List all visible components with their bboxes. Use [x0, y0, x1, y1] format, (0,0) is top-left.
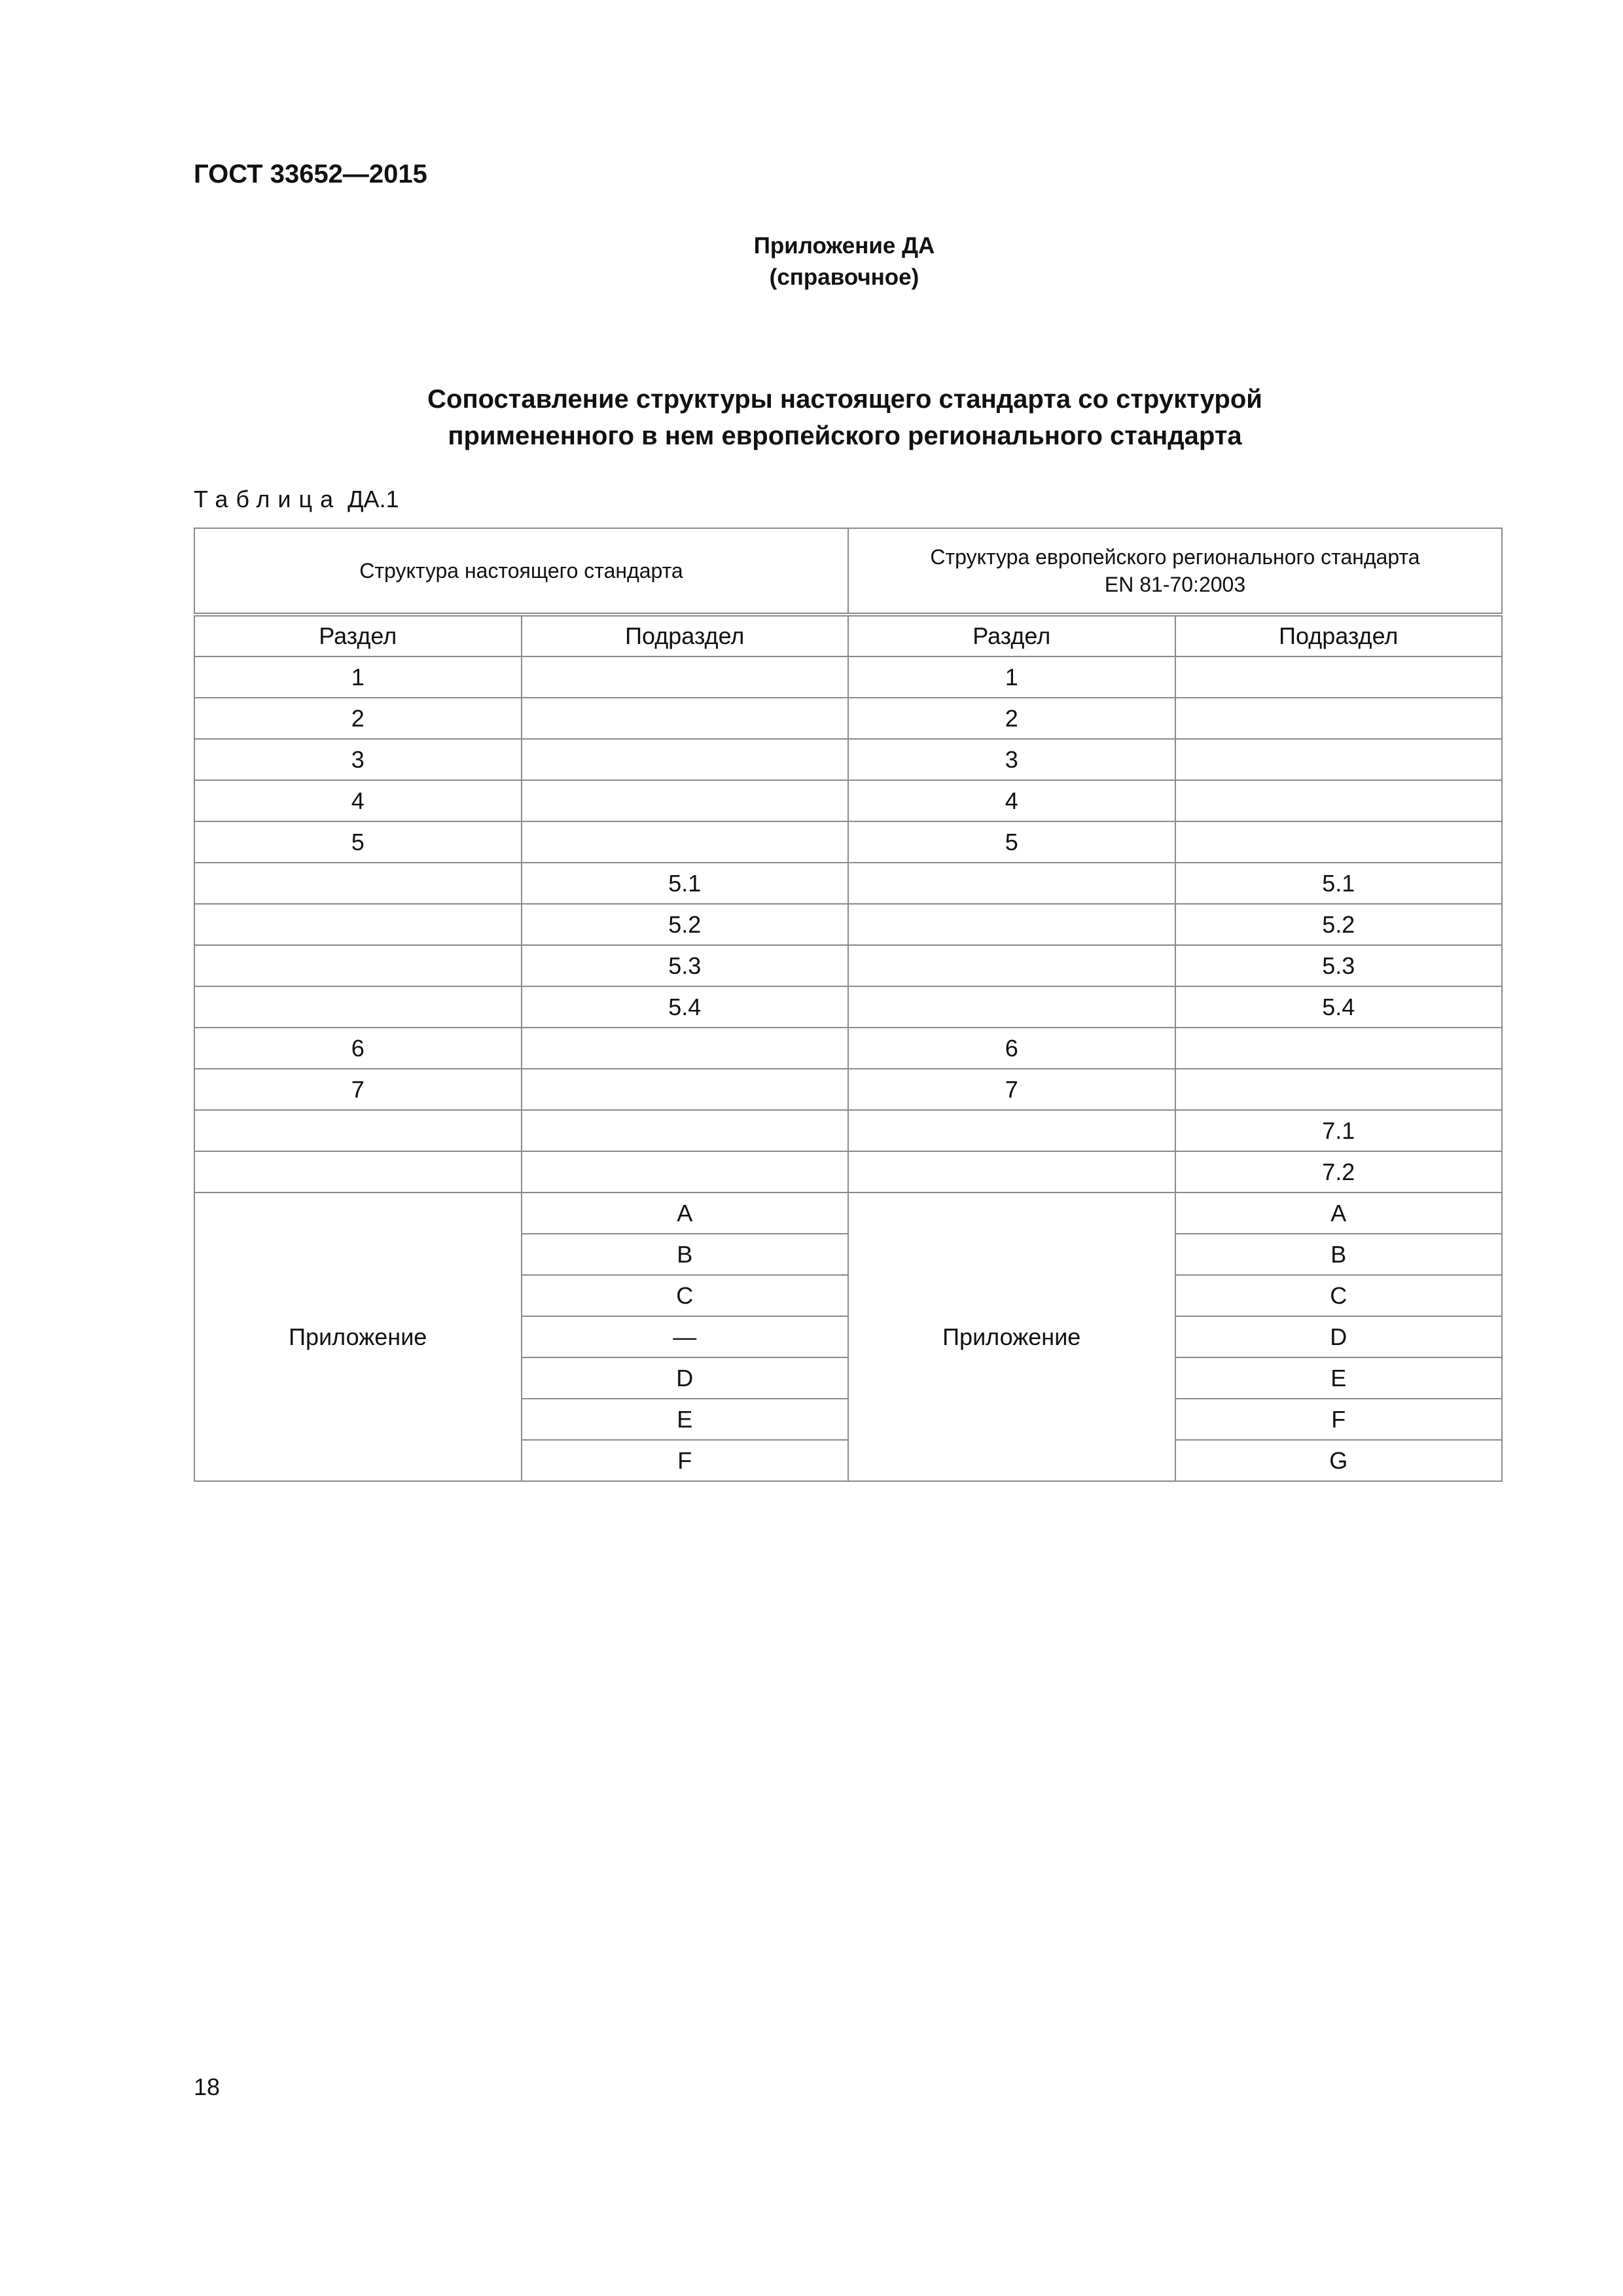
table-title [0, 381, 1623, 454]
table-cell: 5.4 [1175, 986, 1503, 1028]
table-row [194, 1069, 1502, 1110]
table-cell [1175, 780, 1503, 821]
table-cell [194, 1151, 522, 1193]
annex-heading [0, 230, 1623, 293]
table-cell [194, 945, 522, 986]
table-cell: 5.3 [1175, 945, 1503, 986]
table-cell [1175, 1028, 1503, 1069]
structure-comparison-table [194, 528, 1503, 1482]
annex-item-european: D [1175, 1316, 1503, 1357]
table-cell: 7 [194, 1069, 522, 1110]
table-row [194, 698, 1502, 739]
annex-item-current: E [522, 1399, 849, 1440]
table-cell: 5 [848, 821, 1175, 863]
table-cell [848, 904, 1175, 945]
table-cell [848, 1110, 1175, 1151]
table-cell: 2 [848, 698, 1175, 739]
table-row [194, 1110, 1502, 1151]
annex-item-current: C [522, 1275, 849, 1316]
annex-item-european: G [1175, 1440, 1503, 1481]
annex-item-current: — [522, 1316, 849, 1357]
table-cell: 5.4 [522, 986, 849, 1028]
table-cell [194, 986, 522, 1028]
table-cell: 1 [848, 656, 1175, 698]
table-cell [194, 1110, 522, 1151]
table-cell [522, 1110, 849, 1151]
table-cell [1175, 739, 1503, 780]
table-cell [522, 1151, 849, 1193]
table-cell [848, 1151, 1175, 1193]
table-row [194, 863, 1502, 904]
table-cell [848, 945, 1175, 986]
annex-label-current: Приложение [194, 1193, 522, 1481]
table-subheader-row [194, 615, 1502, 656]
table-row [194, 945, 1502, 986]
table-caption [194, 486, 399, 513]
annex-item-european: B [1175, 1234, 1503, 1275]
annex-kind: (справочное) [769, 264, 919, 290]
header-european-line-2: EN 81-70:2003 [1104, 573, 1246, 596]
table-row [194, 780, 1502, 821]
title-line-1: Сопоставление структуры настоящего стандарта со структурой [427, 385, 1262, 414]
table-cell: 4 [848, 780, 1175, 821]
table-cell [848, 986, 1175, 1028]
table-row [194, 986, 1502, 1028]
annex-item-current: D [522, 1357, 849, 1399]
table-cell [522, 1028, 849, 1069]
annex-item-current: F [522, 1440, 849, 1481]
table-cell: 7.1 [1175, 1110, 1503, 1151]
table-row [194, 904, 1502, 945]
table-cell: 6 [194, 1028, 522, 1069]
table-header-row [194, 528, 1502, 615]
table-row [194, 1151, 1502, 1193]
table-row [194, 656, 1502, 698]
table-cell: 5.2 [522, 904, 849, 945]
header-european-standard [848, 528, 1502, 615]
annex-item-current: A [522, 1193, 849, 1234]
table-row [194, 739, 1502, 780]
subheader-section-european: Раздел [848, 615, 1175, 656]
annex-row [194, 1193, 1502, 1234]
table-cell [522, 698, 849, 739]
table-cell: 1 [194, 656, 522, 698]
annex-item-european: C [1175, 1275, 1503, 1316]
table-cell [1175, 821, 1503, 863]
annex-item-european: E [1175, 1357, 1503, 1399]
annex-item-current: B [522, 1234, 849, 1275]
caption-id: ДА.1 [348, 486, 399, 512]
table-cell: 5.1 [1175, 863, 1503, 904]
table-cell [1175, 1069, 1503, 1110]
table-cell: 2 [194, 698, 522, 739]
page-number: 18 [194, 2073, 221, 2100]
table-cell [522, 780, 849, 821]
caption-word: Таблица [194, 486, 342, 512]
table-cell [194, 904, 522, 945]
table-cell [522, 656, 849, 698]
document-code: ГОСТ 33652—2015 [194, 160, 427, 188]
table-cell: 4 [194, 780, 522, 821]
table-cell: 3 [848, 739, 1175, 780]
table-cell [522, 739, 849, 780]
header-european-line-1: Структура европейского регионального стандарта [930, 545, 1420, 569]
table-cell [848, 863, 1175, 904]
header-current-standard: Структура настоящего стандарта [194, 528, 848, 615]
table-cell: 5 [194, 821, 522, 863]
table-cell: 7.2 [1175, 1151, 1503, 1193]
annex-label-european: Приложение [848, 1193, 1175, 1481]
table-cell [194, 863, 522, 904]
table-cell: 7 [848, 1069, 1175, 1110]
table-cell: 5.3 [522, 945, 849, 986]
annex-item-european: A [1175, 1193, 1503, 1234]
table-cell: 5.2 [1175, 904, 1503, 945]
annex-item-european: F [1175, 1399, 1503, 1440]
table-cell: 3 [194, 739, 522, 780]
table-cell: 5.1 [522, 863, 849, 904]
subheader-section-current: Раздел [194, 615, 522, 656]
table-cell: 6 [848, 1028, 1175, 1069]
subheader-subsection-current: Подраздел [522, 615, 849, 656]
table-cell [1175, 698, 1503, 739]
subheader-subsection-european: Подраздел [1175, 615, 1503, 656]
annex-title: Приложение ДА [753, 233, 935, 259]
table-row [194, 821, 1502, 863]
table-row [194, 1028, 1502, 1069]
table-cell [522, 821, 849, 863]
table-cell [1175, 656, 1503, 698]
title-line-2: примененного в нем европейского регионального стандарта [448, 422, 1242, 450]
table-cell [522, 1069, 849, 1110]
